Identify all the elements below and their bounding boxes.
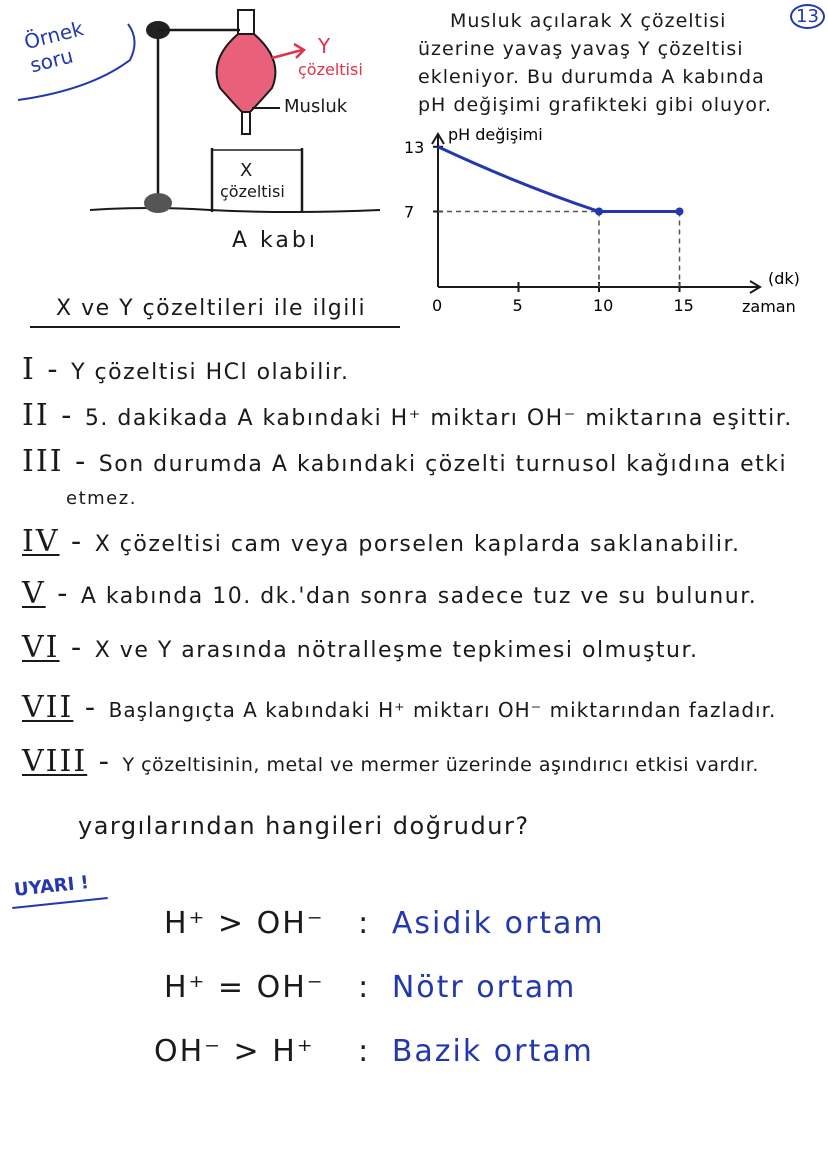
x-tick-label: 0 bbox=[432, 296, 443, 315]
x-axis-unit: (dk) bbox=[768, 269, 800, 288]
apparatus-drawing bbox=[90, 0, 390, 260]
rule-condition: OH⁻ > H⁺ bbox=[154, 1034, 315, 1069]
x-tick-label: 10 bbox=[593, 296, 614, 315]
rule-result: Nötr ortam bbox=[391, 970, 577, 1005]
statement-text: Y çözeltisi HCl olabilir. bbox=[71, 360, 350, 385]
statement-text: X ve Y arasında nötralleşme tepkimesi olmuştur. bbox=[94, 638, 699, 663]
y-label: Y bbox=[318, 34, 331, 58]
data-point bbox=[595, 208, 603, 216]
roman-numeral: II bbox=[22, 398, 50, 433]
intro-line-2: üzerine yavaş yavaş Y çözeltisi bbox=[418, 38, 744, 60]
x-solution-label: çözeltisi bbox=[220, 182, 285, 201]
statement-text: Son durumda A kabındaki çözelti turnusol kağıdına etki bbox=[98, 452, 788, 477]
rule-colon: : bbox=[358, 970, 371, 1005]
statement-7: VII - Başlangıçta A kabındaki H⁺ miktarı OH⁻ miktarından fazladır. bbox=[22, 690, 777, 725]
x-label: X bbox=[240, 160, 253, 181]
question-end: yargılarından hangileri doğrudur? bbox=[78, 812, 530, 840]
x-axis-label: zaman bbox=[742, 297, 796, 316]
statement-8: VIII - Y çözeltisinin, metal ve mermer üzerinde aşındırıcı etkisi vardır. bbox=[22, 744, 759, 779]
roman-numeral: III bbox=[22, 444, 64, 479]
intro-line-3: ekleniyor. Bu durumda A kabında bbox=[418, 66, 765, 88]
statement-1: I - Y çözeltisi HCl olabilir. bbox=[22, 352, 350, 387]
intro-line-4: pH değişimi grafikteki gibi oluyor. bbox=[418, 94, 773, 116]
statement-text: X çözeltisi cam veya porselen kaplarda saklanabilir. bbox=[94, 532, 741, 557]
rule-colon: : bbox=[358, 1034, 371, 1069]
warning-rule-basic bbox=[154, 1034, 594, 1069]
statement-text: A kabında 10. dk.'dan sonra sadece tuz ve su bulunur. bbox=[80, 584, 758, 609]
x-tick-label: 5 bbox=[512, 296, 523, 315]
example-question-label: Örnek soru bbox=[21, 16, 86, 78]
statement-text: Y çözeltisinin, metal ve mermer üzerinde aşındırıcı etkisi vardır. bbox=[122, 754, 759, 776]
statement-3: III - Son durumda A kabındaki çözelti turnusol kağıdına etki bbox=[22, 444, 788, 479]
rule-condition: H⁺ = OH⁻ bbox=[164, 970, 325, 1005]
statement-6: VI - X ve Y arasında nötralleşme tepkimesi olmuştur. bbox=[22, 630, 699, 665]
y-axis-label: pH değişimi bbox=[448, 125, 543, 144]
warning-title: UYARI ! bbox=[13, 872, 90, 901]
data-point bbox=[676, 208, 684, 216]
statement-4: IV - X çözeltisi cam veya porselen kaplarda saklanabilir. bbox=[22, 524, 741, 559]
roman-numeral: V bbox=[22, 576, 46, 611]
rule-condition: H⁺ > OH⁻ bbox=[164, 906, 325, 941]
question-intro: X ve Y çözeltileri ile ilgili bbox=[56, 296, 367, 321]
ph-series-line bbox=[438, 147, 680, 212]
warning-rule-neutral bbox=[164, 970, 576, 1005]
roman-numeral: VIII bbox=[22, 744, 88, 779]
ph-chart bbox=[380, 122, 820, 327]
rule-colon: : bbox=[358, 906, 371, 941]
intro-line-1: Musluk açılarak X çözeltisi bbox=[450, 10, 727, 32]
container-label: A kabı bbox=[232, 228, 318, 253]
statement-2: II - 5. dakikada A kabındaki H⁺ miktarı OH⁻ miktarına eşittir. bbox=[22, 398, 793, 433]
rule-result: Bazik ortam bbox=[391, 1034, 594, 1069]
y-solution-label: çözeltisi bbox=[298, 60, 363, 79]
statement-text: 5. dakikada A kabındaki H⁺ miktarı OH⁻ miktarına eşittir. bbox=[84, 406, 793, 431]
statement-5: V - A kabında 10. dk.'dan sonra sadece tuz ve su bulunur. bbox=[22, 576, 758, 611]
tap-label: Musluk bbox=[284, 96, 348, 117]
question-intro-underline bbox=[30, 326, 400, 328]
roman-numeral: I bbox=[22, 352, 36, 387]
roman-numeral: VII bbox=[22, 690, 74, 725]
rule-result: Asidik ortam bbox=[391, 906, 605, 941]
roman-numeral: VI bbox=[22, 630, 60, 665]
statement-text: Başlangıçta A kabındaki H⁺ miktarı OH⁻ miktarından fazladır. bbox=[108, 698, 777, 722]
y-tick-label: 13 bbox=[404, 137, 425, 157]
statement-3-continuation: etmez. bbox=[66, 488, 137, 509]
x-tick-label: 15 bbox=[673, 296, 694, 315]
y-tick-label: 7 bbox=[404, 202, 415, 222]
warning-rule-acidic bbox=[164, 906, 605, 941]
roman-numeral: IV bbox=[22, 524, 60, 559]
question-number: 13 bbox=[790, 4, 825, 29]
